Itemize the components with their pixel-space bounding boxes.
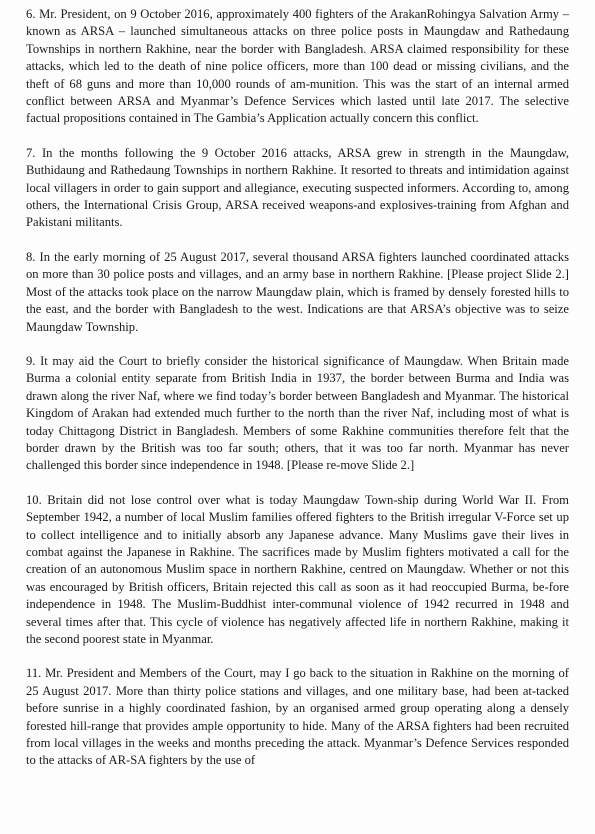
- paragraph-text: Mr. President and Members of the Court, may I go back to the situation in Rakhine on the morning of 25 August 2017. More than thirty police stations and villages, and one military base, had been at-tacked before sunrise in a highly coordinated fashion, by an organised armed group operating along a densely forested hill-range that provides ample opportunity to hide. Many of the ARSA fighters had been recruited from local villages in the weeks and months preceding the attack. Myanmar’s Defence Services responded to the attacks of AR-SA fighters by the use of: [26, 666, 569, 768]
- paragraph-number: 7.: [26, 145, 36, 160]
- paragraph-7: [26, 145, 569, 232]
- paragraph-11: [26, 665, 569, 769]
- paragraph-10: [26, 492, 569, 649]
- paragraph-number: 10.: [26, 492, 42, 507]
- paragraph-number: 11.: [26, 666, 42, 681]
- paragraph-text: Britain did not lose control over what is today Maungdaw Town-ship during World War II. From September 1942, a number of local Muslim families offered fighters to the British irregular V-Force set up to collect intelligence and to initially absorb any Japanese advance. Many Muslims gave their lives in combat against the Japanese in Rakhine. The sacrifices made by Muslim fighters motivated a call for the creation of an autonomous Muslim space in northern Rakhine, centred on Maungdaw. Whether or not this was encouraged by British officers, Britain rejected this call as soon as it had reoccupied Burma, be-fore independence in 1948. The Muslim-Buddhist inter-communal violence of 1942 recurred in 1948 and several times after that. This cycle of violence has negatively affected life in northern Rakhine, making it the second poorest state in Myanmar.: [26, 492, 569, 646]
- paragraph-text: In the early morning of 25 August 2017, several thousand ARSA fighters launched coordinated attacks on more than 30 police posts and villages, and an army base in northern Rakhine. [Please project Slide 2.] Most of the attacks took place on the narrow Maungdaw plain, which is framed by densely forested hills to the east, and the border with Bangladesh to the west. Indications are that ARSA’s objective was to seize Maungdaw Township.: [26, 249, 569, 334]
- paragraph-9: [26, 353, 569, 475]
- paragraph-text: It may aid the Court to briefly consider the historical significance of Maungdaw. When Britain made Burma a colonial entity separate from British India in 1937, the border between Burma and India was drawn along the river Naf, where we find today’s border between Bangladesh and Myanmar. The historical Kingdom of Arakan had extended much further to the north than the river Naf, including most of what is today Chittagong District in Bangladesh. Members of some Rakhine communities therefore felt that the border drawn by the British was too far south; others, that it was too far north. Myanmar has never challenged this border since independence in 1948. [Please re-move Slide 2.]: [26, 353, 569, 473]
- paragraph-number: 9.: [26, 353, 36, 368]
- paragraph-number: 8.: [26, 249, 36, 264]
- paragraph-6: [26, 6, 569, 128]
- paragraph-number: 6.: [26, 7, 36, 21]
- paragraph-8: [26, 249, 569, 336]
- paragraph-text: Mr. President, on 9 October 2016, approximately 400 fighters of the ArakanRohingya Salvation Army – known as ARSA – launched simultaneous attacks on three police posts in Maungdaw and Rathedaung Townships in northern Rakhine, near the border with Bangladesh. ARSA claimed responsibility for these attacks, which led to the death of nine police officers, more than 100 dead or missing civilians, and the theft of 68 guns and more than 10,000 rounds of am-munition. This was the start of an internal armed conflict between ARSA and Myanmar’s Defence Services which lasted until late 2017. The selective factual propositions contained in The Gambia’s Application actually concern this conflict.: [26, 7, 569, 126]
- paragraph-text: In the months following the 9 October 2016 attacks, ARSA grew in strength in the Maungdaw, Buthidaung and Rathedaung Townships in northern Rakhine. It resorted to threats and intimidation against local villagers in order to gain support and allegiance, executing suspected informers. According to, among others, the International Crisis Group, ARSA received weapons-and explosives-training from Afghan and Pakistani militants.: [26, 145, 569, 230]
